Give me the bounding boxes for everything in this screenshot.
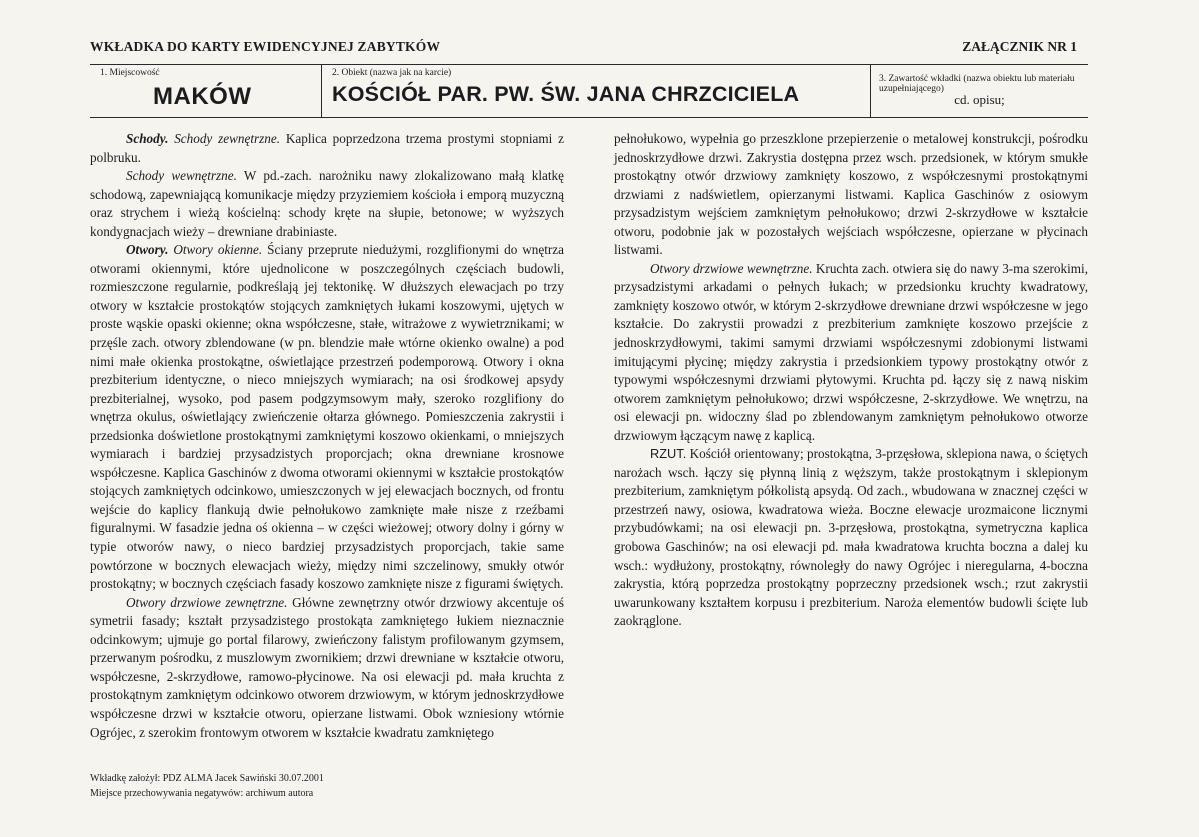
document-title: WKŁADKA DO KARTY EWIDENCYJNEJ ZABYTKÓW — [90, 39, 441, 54]
content-label: 3. Zawartość wkładki (nazwa obiektu lub materiału uzupełniającego) — [879, 74, 1075, 94]
content-value: cd. opisu; — [954, 92, 1005, 107]
paragraph-door-openings-exterior-cont — [614, 130, 1088, 260]
object-label: 2. Obiekt (nazwa jak na karcie) — [332, 68, 452, 78]
paragraph-plan: RZUT. Kościół orientowany; prostokątna, 3-przęsłowa, sklepiona nawa, o ściętych narożach wsch. łączy się płynną linią z węższym, także prostokątnym i sklepionym prezbiterium, zamkniętym półkolistą apsydą. Od zach., wbudowana w znacznej części w przestrzeń nawy, osiowa, kwadratowa wieża. Boczne elewacje urozmaicone licznymi przybudówkami; na osi elewacji pn. 3-przęsłowa, prostokątna, symetryczna kaplica grobowa Gaschinów; na osi elewacji pd. mała kwadratowa kruchta boczna a dalej ku wsch.: wydłużony, prostokątny, równoległy do nawy Ogrójec i nieregularna, 4-boczna zakrystia, którą poprzedza prostokątny poprzeczny przedsionek wsch.; rzut zakrystii uwarunkowany kształtem korpusu i prezbiterium. Naroża elementów budowli ścięte lub zaokrąglone. — [614, 446, 1088, 629]
footer-negatives: Miejsce przechowywania negatywów: archiwum autora — [90, 788, 314, 799]
p4-text-continued: pełnołukowo, wypełnia go przeszklone przepierzenie o metalowej konstrukcji, pośrodku jednoskrzydłowe drzwi. Zakrystia dostępna przez wsch. przedsionek, w którym smukłe prostokątny otwór drzwiowy zamknięty koszowo, z współczesnymi prostokątnymi drzwiami z nadświetlem, opierzanymi listwami. Kaplica Gaschinów z osiowym przysadzistym wejściem zamkniętym pełnołukowo; drzwi 2-skrzydłowe w kształcie otworu, podobnie jak w pozostałych wejściach współczesne, opierzane w płycinach listwami. — [614, 131, 1088, 258]
locality-value: MAKÓW — [153, 83, 252, 110]
top-header — [90, 39, 1090, 63]
paragraph-door-openings-interior: Otwory drzwiowe wewnętrzne. Kruchta zach. otwiera się do nawy 3-ma szerokimi, przysadzistymi arkadami o pełnych łukach; w przedsionku kruchty kwadratowy, zamknięty koszowo otwór, w którym 2-skrzydłowe drewniane drzwi współczesne w jego kształcie. Do zakrystii prowadzi z prezbiterium zamknięte koszowo przejście z jednoskrzydłowymi, takimi samymi drzwiami współczesnymi zdobionymi listwami imitującymi płycinę; między zakrystia i przedsionkiem typowy prostokątny otwór z typowymi współczesnymi drzwiami płytowymi. Kruchta pd. łączy się z nawą niskim otworem zamkniętym pełnołukowo; drzwi współczesne, 2-skrzydłowe. We wnętrzu, na osi elewacji pn. widoczny ślad po zblendowanym zamkniętym pełnołukowo otworze drzwiowym łączącym nawę z kaplicą. — [614, 260, 1089, 443]
footer — [90, 771, 324, 801]
content-cell — [871, 65, 1088, 117]
paragraph-stairs-interior: Schody wewnętrzne. W pd.-zach. narożniku nawy zlokalizowano małą klatkę schodową, zapewniającą komunikacje między przyziemiem kościoła i emporą muzyczną oraz strychem i wieżą kościelną: schody kręte na słupie, betonowe; w wyższych kondygnacjach wieży – drewniane drabiniaste. — [90, 168, 564, 239]
locality-cell — [90, 65, 322, 117]
attachment-number: ZAŁĄCZNIK NR 1 — [962, 39, 1077, 54]
text-column-left — [90, 130, 564, 742]
object-value: KOŚCIÓŁ PAR. PW. ŚW. JANA CHRZCICIELA — [332, 82, 800, 106]
locality-label: 1. Miejscowość — [100, 68, 160, 78]
fields-table — [90, 64, 1088, 118]
paragraph-stairs-exterior: Schody. Schody zewnętrzne. Kaplica poprzedzona trzema prostymi stopniami z polbruku. — [90, 131, 564, 165]
text-column-right — [614, 130, 1088, 631]
footer-author: Wkładkę założył: PDZ ALMA Jacek Sawiński 30.07.2001 — [90, 773, 324, 784]
p4-text: Główne zewnętrzny otwór drzwiowy akcentuje oś symetrii fasady; kształt przysadzistego prostokąta zamkniętego łukiem nieznacznie odcinkowym; ujmuje go portal filarowy, zwieńczony falistym profilowanym gzymsem, przerwanym pośrodku, z muszlowym zwornikiem; drzwi drewniane w kształcie otworu, współczesne, 2-skrzydłowe, ramowo-płycinowe. Na osi elewacji pd. mała kruchta z prostokątnym zamkniętym odcinkowo otworem drzwiowym, w którym jednoskrzydłowe współczesne drzwi w kształcie otworu, opierzane listwami. Obok wzniesiony wtórnie Ogrójec, z szerokim frontowym otworem w kształcie kwadratu zamkniętego — [90, 594, 565, 740]
paragraph-window-openings: Otwory. Otwory okienne. Ściany przeprute niedużymi, rozglifionymi do wnętrza otworami okiennymi, które ujednolicone w poszczególnych częściach budowli, rozmieszczone regularnie, podkreślają jej tektonikę. W dłuższych elewacjach po trzy otwory w kształcie prostokątów stojących zamkniętych łukami koszowymi, ujętych w proste wąskie opaski okienne; okna współczesne, stałe, witrażowe z wywietrznikami; w przęśle zach. otwory zblendowane (w pn. blendzie małe wtórne okienko owalne) a pod nimi małe okienka prostokątne, oświetlające przestrzeń podemporową. Otwory i okna prezbiterium identyczne, o nieco mniejszych wymiarach; na osi środkowej apsydy prezbiterialnej, wysoko, pod pasem podgzymsowym mały, szeroko rozglifiony do wnętrza okulus, oświetlający zwieńczenie ołtarza głównego. Pomieszczenia zakrystii i przedsionka doświetlone prostokątnymi zamkniętymi koszowo okienkami, o mniejszych wymiarach i bardziej przysadzistych proporcjach; okna drewniane krosnowe współczesne. Kaplica Gaschinów z dwoma otworami okiennymi w kształcie prostokątów stojących zamkniętych odcinkowo, umieszczonych w jej elewacjach bocznych, od frontu wejście do kaplicy flankują dwie pełnołukowo zamknięte małe nisze z rzeźbami figuralnymi. W fasadzie jedna oś okienna – w części wieżowej; otwory dolny i górny w typie otworów nawy, o nieco bardziej przysadzistych proporcjach, takie same powtórzone w bocznych elewacjach wieży, między nimi szczelinowy, smukły otwór prostokątny; w bocznych częściach fasady koszowo zamknięte nisze z figurami świętych. — [90, 242, 565, 592]
paragraph-door-openings-exterior: Otwory drzwiowe zewnętrzne. Główne zewnętrzny otwór drzwiowy akcentuje oś symetrii fasady; kształt przysadzistego prostokąta zamkniętego łukiem nieznacznie odcinkowym; ujmuje go portal filarowy, zwieńczony falistym profilowanym gzymsem, przerwanym pośrodku, z muszlowym zwornikiem; drzwi drewniane w kształcie otworu, współczesne, 2-skrzydłowe, ramowo-płycinowe. Na osi elewacji pd. mała kruchta z prostokątnym zamkniętym odcinkowo otworem drzwiowym, w którym jednoskrzydłowe współczesne drzwi w kształcie otworu, opierzane listwami. Obok wzniesiony wtórnie Ogrójec, z szerokim frontowym otworem w kształcie kwadratu zamkniętego — [90, 594, 565, 740]
object-cell — [322, 65, 871, 117]
